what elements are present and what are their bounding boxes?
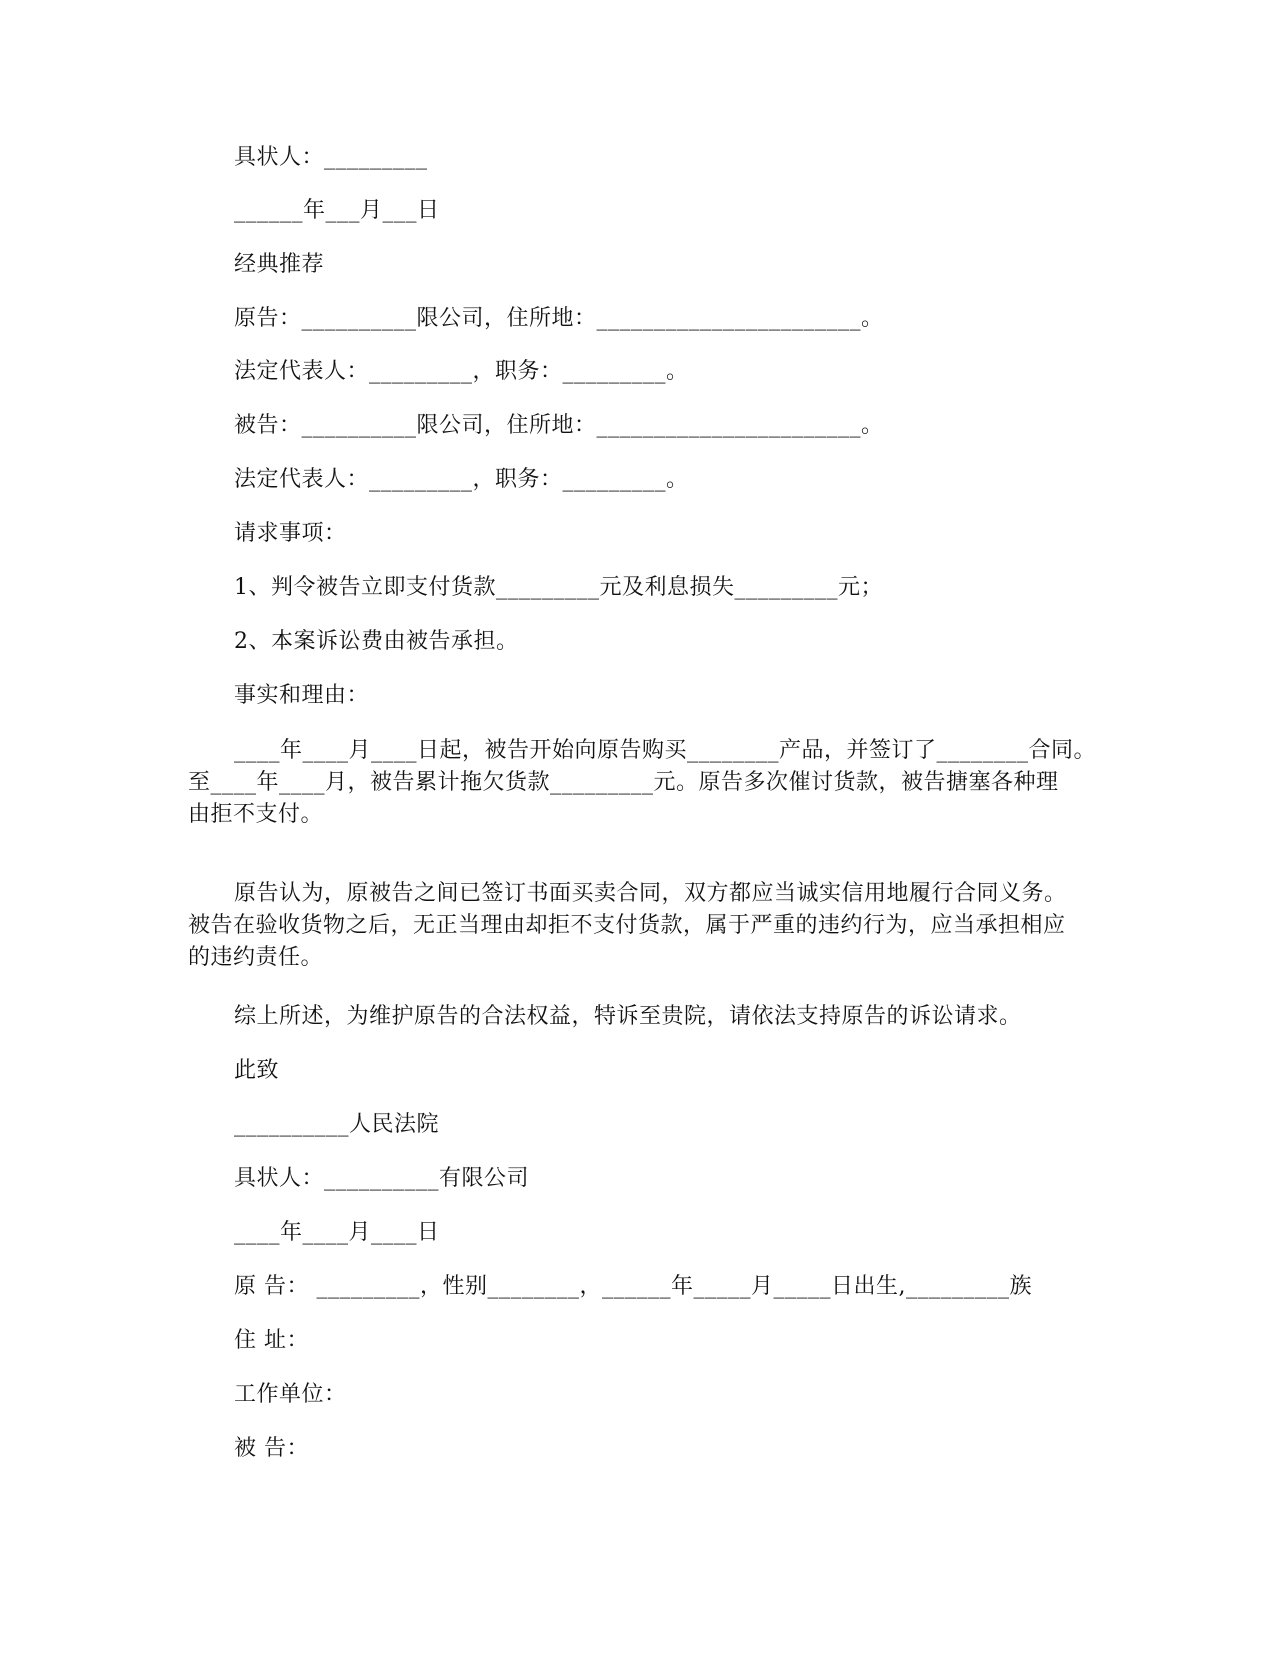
paragraph-line: 由拒不支付。 [188,802,324,827]
paragraph-line: 被告在验收货物之后，无正当理由却拒不支付货款，属于严重的违约行为，应当承担相应 [188,913,1066,938]
workplace-line: 工作单位： [234,1382,347,1407]
claims-heading: 请求事项： [234,521,347,546]
paragraph-line: 至____年____月，被告累计拖欠货款_________元。原告多次催讨货款，被告搪塞各种理 [188,770,1059,795]
defendant-representative-line: 法定代表人：_________，职务：_________。 [234,467,689,492]
plaintiff-details-line: 原 告： _________，性别________，______年_____月_____日出生,_________族 [234,1274,1032,1299]
paragraph-line: 原告认为，原被告之间已签订书面买卖合同，双方都应当诚实信用地履行合同义务。 [234,881,1067,906]
paragraph-line: ____年____月____日起，被告开始向原告购买________产品，并签订了________合同。 [234,738,1097,763]
plaintiff-representative-line: 法定代表人：_________，职务：_________。 [234,359,689,384]
section-heading: 经典推荐 [234,252,325,277]
conclusion-line: 综上所述，为维护原告的合法权益，特诉至贵院，请依法支持原告的诉讼请求。 [234,1004,1022,1029]
argument-paragraph [188,878,1088,974]
plaintiff-line: 原告：__________限公司，住所地：_______________________。 [234,306,884,331]
defendant-line: 被告：__________限公司，住所地：_______________________。 [234,413,884,438]
facts-heading: 事实和理由： [234,683,370,708]
claim-item-1: 1、判令被告立即支付货款_________元及利息损失_________元； [234,575,883,600]
address-line: 住 址： [234,1328,309,1353]
defendant-label-line: 被 告： [234,1436,309,1461]
paragraph-line: 的违约责任。 [188,945,324,970]
court-line: __________人民法院 [234,1112,440,1137]
petitioner-signature-line: 具状人：_________ [234,145,428,170]
salutation-line: 此致 [234,1058,280,1083]
claim-item-2: 2、本案诉讼费由被告承担。 [234,629,519,654]
petitioner-company-line: 具状人：__________有限公司 [234,1166,530,1191]
closing-date-line: ____年____月____日 [234,1220,440,1245]
facts-paragraph [188,735,1097,831]
date-line: ______年___月___日 [234,198,440,223]
